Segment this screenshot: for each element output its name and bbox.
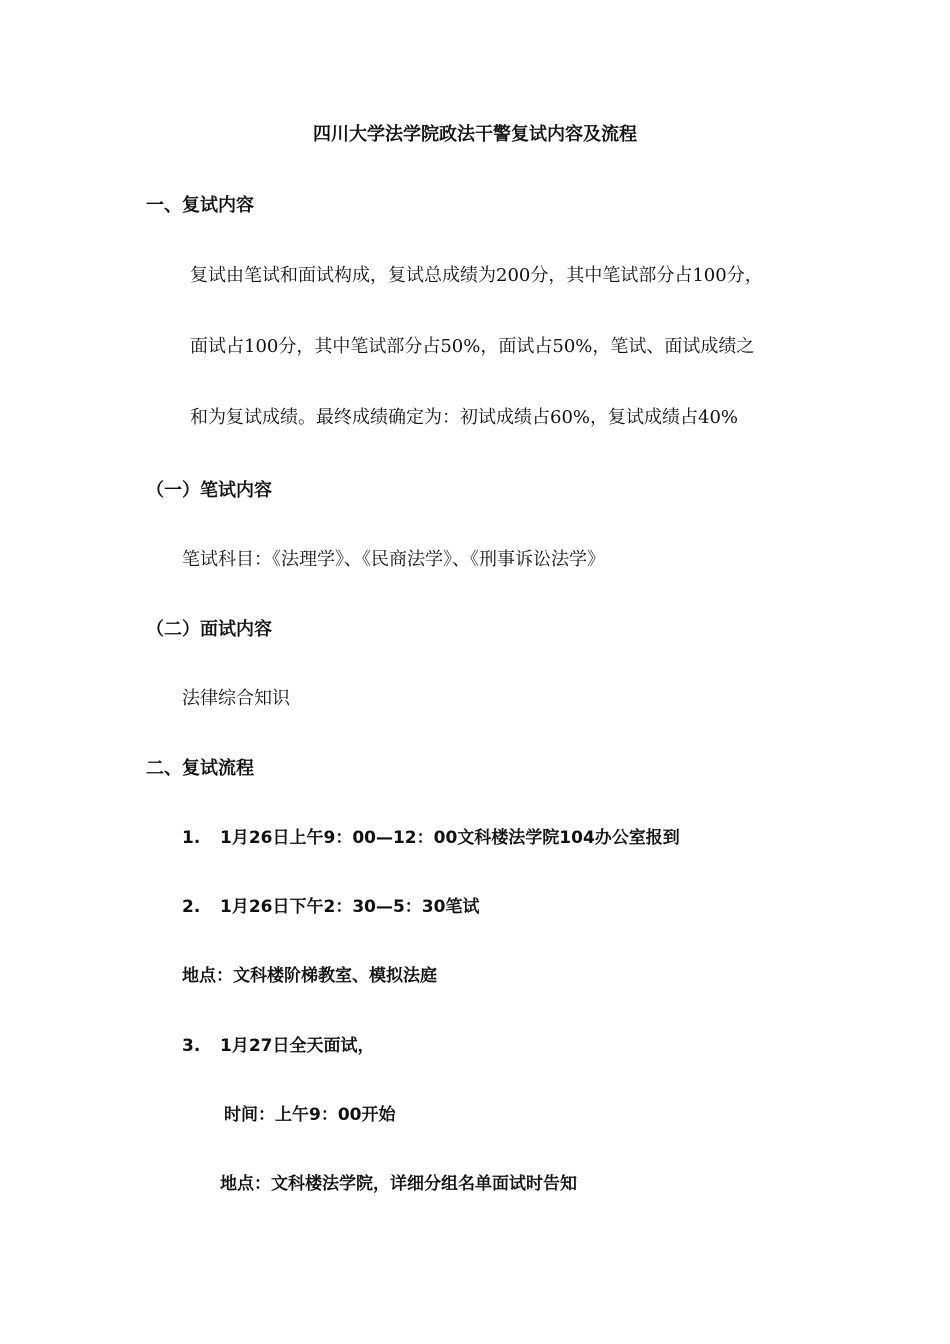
section-heading-process: 二、复试流程 [146,758,254,779]
document-title: 四川大学法学院政法干警复试内容及流程 [313,124,637,145]
section-heading-content: 一、复试内容 [146,195,254,216]
interview-time: 时间：上午9：00开始 [224,1105,396,1125]
subheading-written-exam: （一）笔试内容 [146,480,272,501]
process-item-2-text: 1月26日下午2：30—5：30笔试 [220,897,480,917]
process-item-1 [182,830,680,847]
process-item-1-text: 1月26日上午9：00—12：00文科楼法学院104办公室报到 [220,828,680,848]
process-item-3-text: 1月27日全天面试， [220,1036,375,1056]
written-exam-location: 地点：文科楼阶梯教室、模拟法庭 [182,966,437,986]
process-item-2-number: 2. [182,897,201,917]
interview-location: 地点：文科楼法学院，详细分组名单面试时告知 [220,1174,577,1194]
process-item-3-number: 3. [182,1036,201,1056]
paragraph-line-3: 和为复试成绩。最终成绩确定为：初试成绩占60%，复试成绩占40% [190,407,739,428]
paragraph-line-2: 面试占100分，其中笔试部分占50%，面试占50%，笔试、面试成绩之 [190,336,755,357]
process-item-2 [182,899,479,916]
written-exam-subjects: 笔试科目：《法理学》、《民商法学》、《刑事诉讼法学》 [182,549,605,570]
process-item-1-number: 1. [182,828,201,848]
process-item-3 [182,1038,375,1055]
subheading-interview: （二）面试内容 [146,619,272,640]
paragraph-line-1: 复试由笔试和面试构成，复试总成绩为200分，其中笔试部分占100分， [190,265,763,286]
interview-content: 法律综合知识 [182,688,290,709]
